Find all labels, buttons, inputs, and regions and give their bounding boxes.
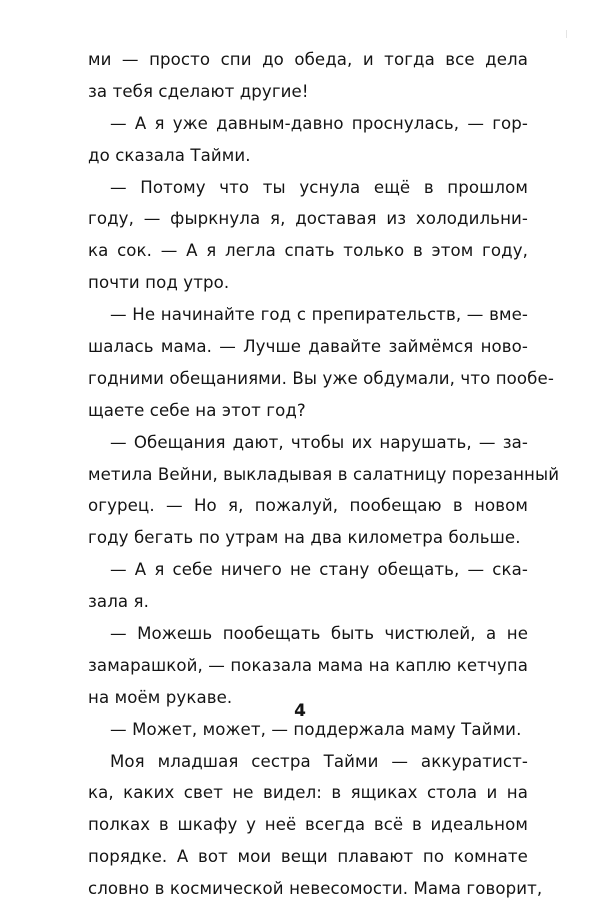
text-line: огурец. — Но я, пожалуй, пообещаю в новом bbox=[88, 496, 528, 516]
text-line: — А я себе ничего не стану обещать, — ска- bbox=[110, 560, 528, 580]
text-line: — Не начинайте год с препирательств, — вме- bbox=[110, 305, 528, 325]
text-line: — А я уже давным-давно проснулась, — гор- bbox=[110, 113, 528, 133]
text-line: ка сок. — А я легла спать только в этом году, bbox=[88, 241, 528, 261]
text-line: до сказала Тайми. bbox=[88, 145, 251, 165]
text-line: Моя младшая сестра Тайми — аккуратист- bbox=[110, 751, 528, 771]
text-line: полках в шкафу у неё всегда всё в идеальном bbox=[88, 815, 528, 835]
text-line: за тебя сделают другие! bbox=[88, 81, 309, 101]
text-line: почти под утро. bbox=[88, 273, 230, 293]
text-line: — Может, может, — поддержала маму Тайми. bbox=[110, 719, 522, 739]
text-line: шалась мама. — Лучше давайте займёмся ново- bbox=[88, 337, 528, 357]
text-line: — Обещания дают, чтобы их нарушать, — за- bbox=[110, 432, 528, 452]
text-line: ка, каких свет не видел: в ящиках стола и на bbox=[88, 783, 528, 803]
text-line: на моём рукаве. bbox=[88, 687, 233, 707]
text-line: годними обещаниями. Вы уже обдумали, что пообе- bbox=[88, 368, 554, 388]
text-line: замарашкой, — показала мама на каплю кетчупа bbox=[88, 655, 528, 675]
text-line: — Можешь пообещать быть чистюлей, а не bbox=[110, 624, 528, 644]
text-line: словно в космической невесомости. Мама говорит, bbox=[88, 879, 543, 899]
text-line: ми — просто спи до обеда, и тогда все дела bbox=[88, 50, 528, 69]
text-line: щаете себе на этот год? bbox=[88, 400, 306, 420]
text-line: зала я. bbox=[88, 592, 149, 612]
text-line: году бегать по утрам на два километра больше. bbox=[88, 528, 521, 548]
scan-mark bbox=[566, 30, 567, 38]
text-line: метила Вейни, выкладывая в салатницу порезанный bbox=[88, 464, 560, 484]
text-line: году, — фыркнула я, доставая из холодильни- bbox=[88, 209, 528, 229]
text-line: — Потому что ты уснула ещё в прошлом bbox=[110, 177, 528, 197]
text-line: порядке. А вот мои вещи плавают по комнате bbox=[88, 847, 528, 867]
page-number: 4 bbox=[294, 701, 306, 721]
body-text bbox=[88, 44, 560, 905]
